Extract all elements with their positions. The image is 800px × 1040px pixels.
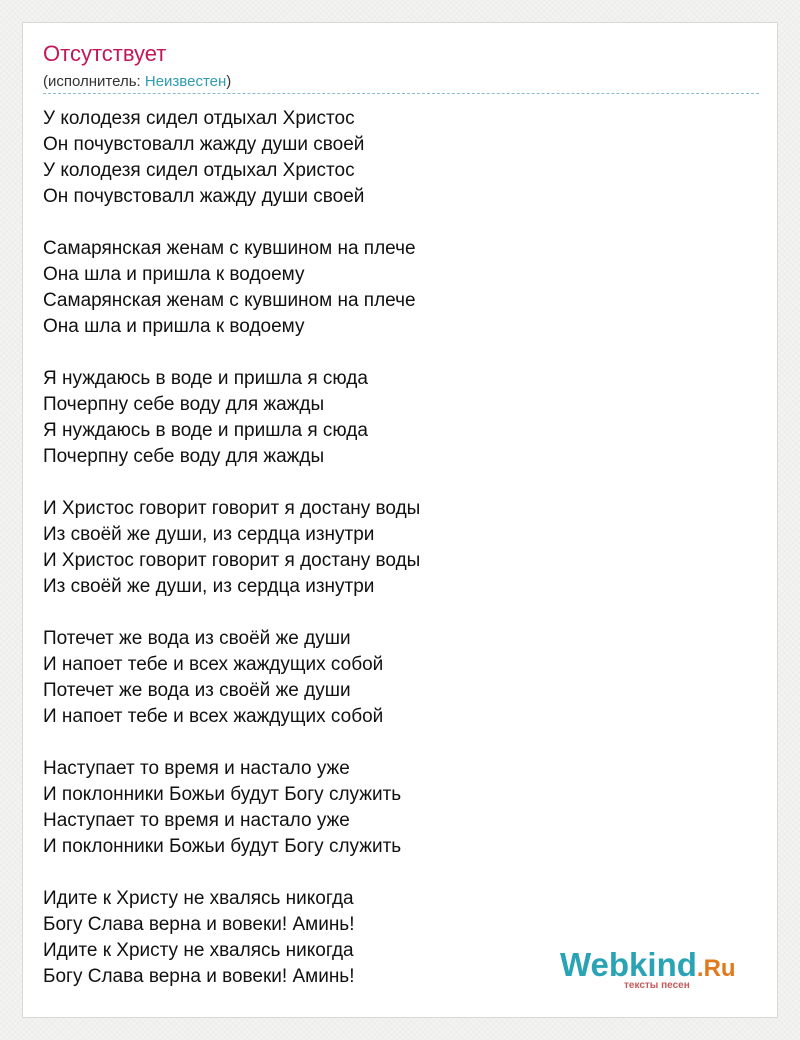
lyric-line: Я нуждаюсь в воде и пришла я сюда <box>43 420 368 441</box>
lyrics-sheet <box>22 22 778 1018</box>
lyric-line: И Христос говорит говорит я достану воды <box>43 550 421 571</box>
artist-suffix: ) <box>226 73 232 90</box>
lyric-line: Идите к Христу не хвалясь никогда <box>43 888 354 909</box>
lyric-line: И напоет тебе и всех жаждущих собой <box>43 706 384 727</box>
lyric-line: Наступает то время и настало уже <box>43 758 350 779</box>
lyric-line: Почерпну себе воду для жажды <box>43 394 325 415</box>
lyric-line: И напоет тебе и всех жаждущих собой <box>43 654 384 675</box>
lyric-line: Самарянская женам с кувшином на плече <box>43 238 416 259</box>
lyrics-body <box>43 106 743 1016</box>
lyric-line: У колодезя сидел отдыхал Христос <box>43 160 355 181</box>
lyric-line: Потечет же вода из своёй же души <box>43 680 351 701</box>
artist-line <box>43 74 231 89</box>
stanza <box>43 756 743 860</box>
lyric-line: Я нуждаюсь в воде и пришла я сюда <box>43 368 368 389</box>
lyric-line: Потечет же вода из своёй же души <box>43 628 351 649</box>
lyric-line: Он почувстовалл жажду души своей <box>43 186 365 207</box>
stanza <box>43 366 743 470</box>
lyric-line: Из своёй же души, из сердца изнутри <box>43 524 375 545</box>
logo-wordmark <box>560 948 736 981</box>
lyric-line: И поклонники Божьи будут Богу служить <box>43 784 402 805</box>
logo-tagline: тексты песен <box>624 980 690 991</box>
stanza <box>43 496 743 600</box>
lyric-line: Самарянская женам с кувшином на плече <box>43 290 416 311</box>
lyric-line: Он почувстовалл жажду души своей <box>43 134 365 155</box>
lyric-line: И Христос говорит говорит я достану воды <box>43 498 421 519</box>
stanza <box>43 236 743 340</box>
lyric-line: У колодезя сидел отдыхал Христос <box>43 108 355 129</box>
lyric-line: Она шла и пришла к водоему <box>43 316 305 337</box>
song-title: Отсутствует <box>43 41 167 66</box>
lyric-line: Почерпну себе воду для жажды <box>43 446 325 467</box>
artist-prefix: (исполнитель: <box>43 73 145 90</box>
artist-link[interactable]: Неизвестен <box>144 73 227 90</box>
stanza <box>43 626 743 730</box>
lyric-line: Она шла и пришла к водоему <box>43 264 305 285</box>
logo-name: Webkind <box>560 946 697 983</box>
lyric-line: Богу Слава верна и вовеки! Аминь! <box>43 914 355 935</box>
logo-tld: .Ru <box>696 955 736 982</box>
lyric-line: Наступает то время и настало уже <box>43 810 350 831</box>
site-logo[interactable] <box>560 948 760 992</box>
lyric-line: Идите к Христу не хвалясь никогда <box>43 940 354 961</box>
lyric-line: И поклонники Божьи будут Богу служить <box>43 836 402 857</box>
lyric-line: Из своёй же души, из сердца изнутри <box>43 576 375 597</box>
lyric-line: Богу Слава верна и вовеки! Аминь! <box>43 966 355 987</box>
divider <box>43 93 759 94</box>
stanza <box>43 106 743 210</box>
